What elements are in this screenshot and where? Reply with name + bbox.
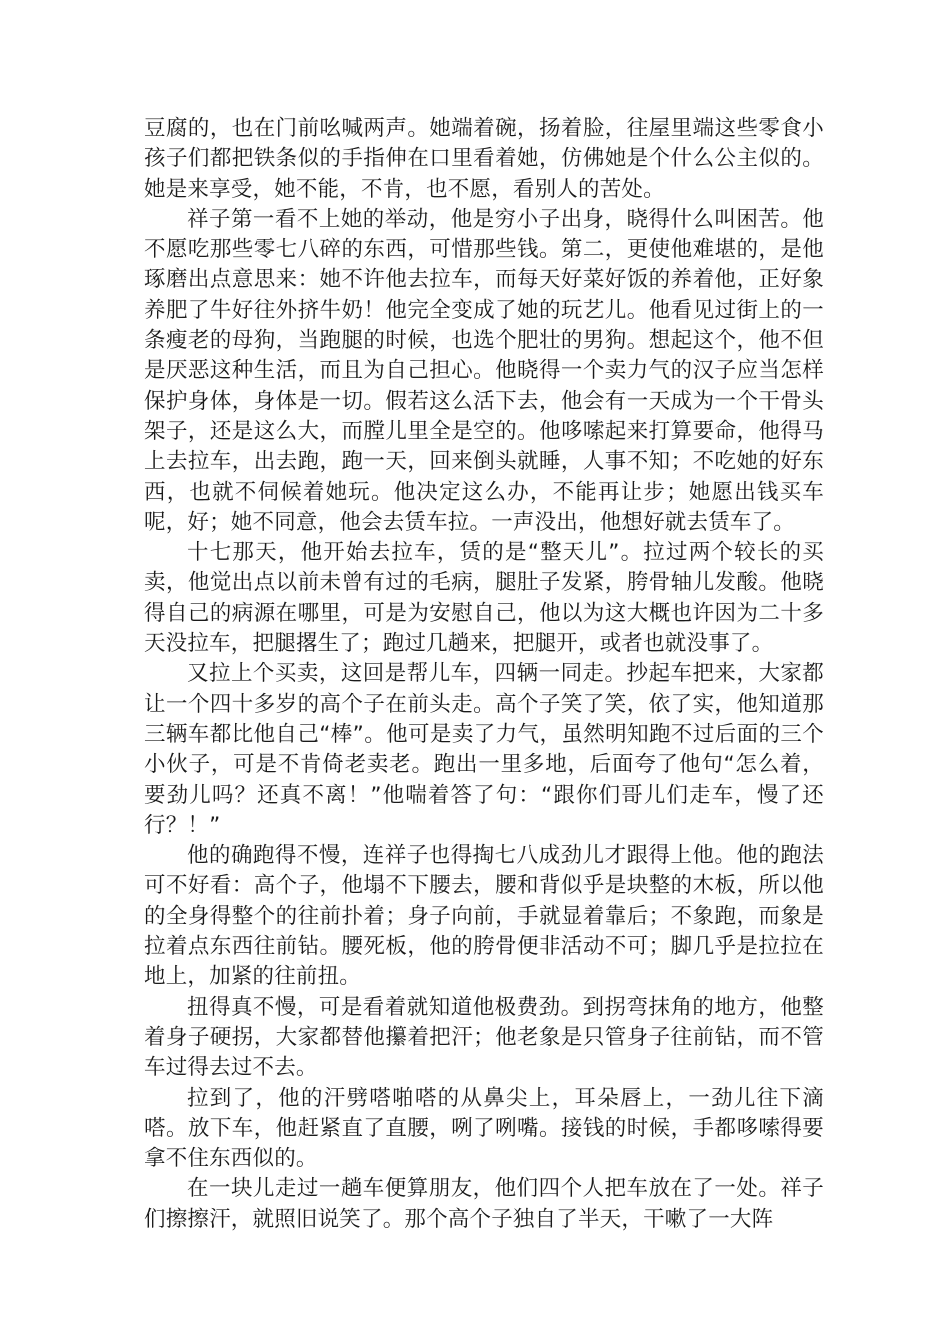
body-text xyxy=(144,114,824,1235)
paragraph: 十七那天，他开始去拉车，赁的是“整天儿”。拉过两个较长的买卖，他觉出点以前未曾有过的毛病，腿肚子发紧，胯骨轴儿发酸。他晓得自己的病源在哪里，可是为安慰自己，他以为这大概也许因为二十多天没拉车，把腿撂生了；跑过几趟来，把腿开，或者也就没事了。 xyxy=(144,540,824,657)
paragraph: 豆腐的，也在门前吆喊两声。她端着碗，扬着脸，往屋里端这些零食小孩子们都把铁条似的手指伸在口里看着她，仿佛她是个什么公主似的。她是来享受，她不能，不肯，也不愿，看别人的苦处。 xyxy=(144,116,824,202)
paragraph: 又拉上个买卖，这回是帮儿车，四辆一同走。抄起车把来，大家都让一个四十多岁的高个子在前头走。高个子笑了笑，依了实，他知道那三辆车都比他自己“棒”。他可是卖了力气，虽然明知跑不过后面的三个小伙子，可是不肯倚老卖老。跑出一里多地，后面夸了他句“怎么着，要劲儿吗？还真不离！”他喘着答了句：“跟你们哥儿们走车，慢了还行？！” xyxy=(144,661,824,838)
paragraph: 拉到了，他的汗劈嗒啪嗒的从鼻尖上，耳朵唇上，一劲儿往下滴嗒。放下车，他赶紧直了直腰，咧了咧嘴。接钱的时候，手都哆嗦得要拿不住东西似的。 xyxy=(144,1085,824,1172)
paragraph: 他的确跑得不慢，连祥子也得掏七八成劲儿才跟得上他。他的跑法可不好看：高个子，他塌不下腰去，腰和背似乎是块整的木板，所以他的全身得整个的往前扑着；身子向前，手就显着靠后；不象跑，而象是拉着点东西往前钻。腰死板，他的胯骨便非活动不可；脚几乎是拉拉在地上，加紧的往前扭。 xyxy=(144,843,824,990)
paragraph: 祥子第一看不上她的举动，他是穷小子出身，晓得什么叫困苦。他不愿吃那些零七八碎的东西，可惜那些钱。第二，更使他难堪的，是他琢磨出点意思来：她不许他去拉车，而每天好菜好饭的养着他，正好象养肥了牛好往外挤牛奶！他完全变成了她的玩艺儿。他看见过街上的一条瘦老的母狗，当跑腿的时候，也选个肥壮的男狗。想起这个，他不但是厌恶这种生活，而且为自己担心。他晓得一个卖力气的汉子应当怎样保护身体，身体是一切。假若这么活下去，他会有一天成为一个干骨头架子，还是这么大，而膛儿里全是空的。他哆嗦起来打算要命，他得马上去拉车，出去跑，跑一天，回来倒头就睡，人事不知；不吃她的好东西，也就不伺候着她玩。他决定这么办，不能再让步；她愿出钱买车呢，好；她不同意，他会去赁车拉。一声没出，他想好就去赁车了。 xyxy=(144,206,824,535)
paragraph: 扭得真不慢，可是看着就知道他极费劲。到拐弯抹角的地方，他整着身子硬拐，大家都替他攥着把汗；他老象是只管身子往前钻，而不管车过得去过不去。 xyxy=(144,994,824,1081)
paragraph: 在一块儿走过一趟车便算朋友，他们四个人把车放在了一处。祥子们擦擦汗，就照旧说笑了。那个高个子独自了半天，干嗽了一大阵 xyxy=(144,1176,824,1232)
